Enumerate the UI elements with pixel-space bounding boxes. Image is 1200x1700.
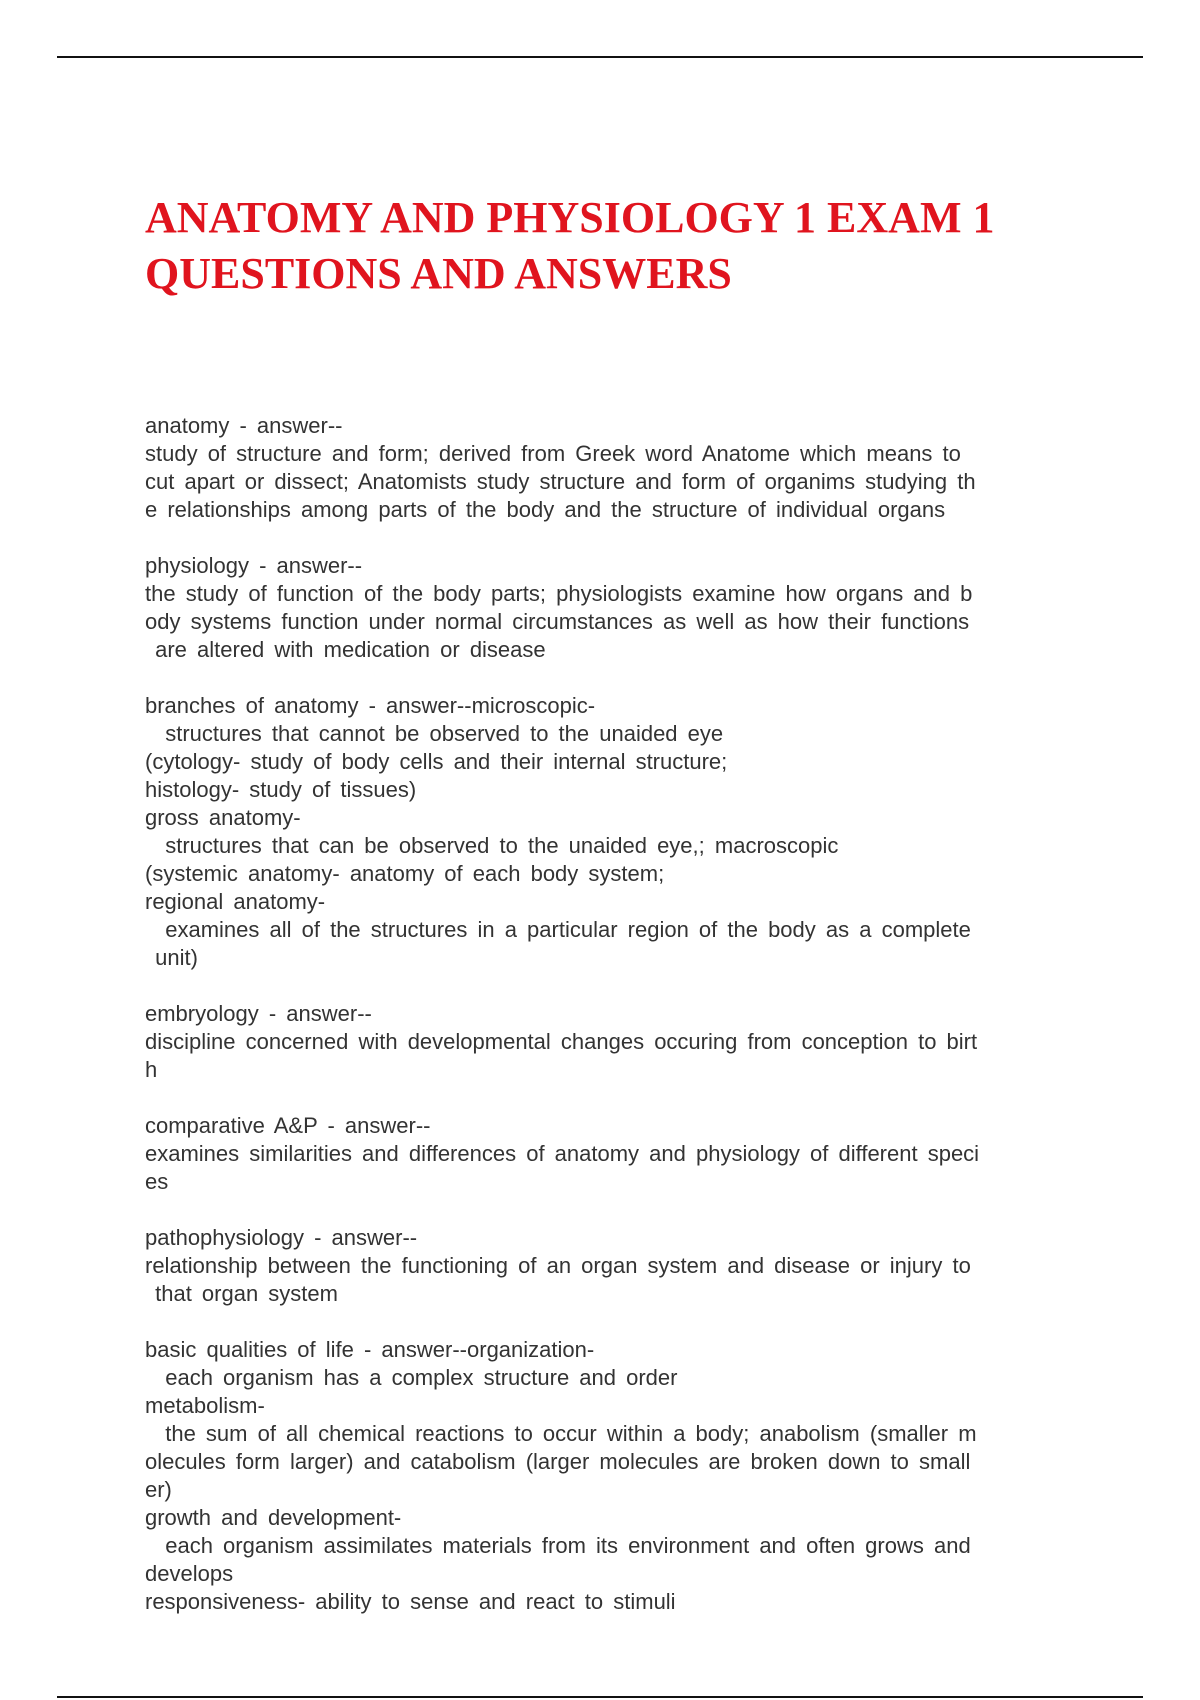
qa-entry xyxy=(145,412,1095,524)
question-term: anatomy - answer-- xyxy=(145,413,343,438)
answer-line: gross anatomy- xyxy=(145,805,301,830)
title-line-2: QUESTIONS AND ANSWERS xyxy=(145,249,732,298)
question-term: physiology - answer-- xyxy=(145,553,363,578)
answer-line: er) xyxy=(145,1477,172,1502)
answer-line: structures that can be observed to the unaided eye,; macroscopic xyxy=(145,833,839,858)
answer-line: examines all of the structures in a particular region of the body as a complete xyxy=(145,917,971,942)
answer-line: cut apart or dissect; Anatomists study structure and form of organims studying th xyxy=(145,469,976,494)
document-title xyxy=(145,190,1105,302)
answer-line: develops xyxy=(145,1561,234,1586)
answer-line: growth and development- xyxy=(145,1505,402,1530)
answer-line: relationship between the functioning of an organ system and disease or injury to xyxy=(145,1253,971,1278)
answer-line: es xyxy=(145,1169,169,1194)
answer-line: (cytology- study of body cells and their internal structure; xyxy=(145,749,728,774)
answer-line: histology- study of tissues) xyxy=(145,777,417,802)
answer-line: that organ system xyxy=(145,1281,338,1306)
question-term: branches of anatomy - answer--microscopic- xyxy=(145,693,596,718)
answer-line: unit) xyxy=(145,945,198,970)
question-term: embryology - answer-- xyxy=(145,1001,372,1026)
answer-line: the study of function of the body parts; physiologists examine how organs and b xyxy=(145,581,973,606)
answer-line: the sum of all chemical reactions to occur within a body; anabolism (smaller m xyxy=(145,1421,977,1446)
qa-entry xyxy=(145,692,1095,972)
answer-line: e relationships among parts of the body and the structure of individual organs xyxy=(145,497,946,522)
answer-line: responsiveness- ability to sense and react to stimuli xyxy=(145,1589,676,1614)
answer-line: study of structure and form; derived from Greek word Anatome which means to xyxy=(145,441,961,466)
answer-line: regional anatomy- xyxy=(145,889,326,914)
answer-line: ody systems function under normal circumstances as well as how their functions xyxy=(145,609,970,634)
top-rule xyxy=(57,56,1143,58)
answer-line: structures that cannot be observed to the unaided eye xyxy=(145,721,724,746)
question-term: basic qualities of life - answer--organization- xyxy=(145,1337,595,1362)
question-term: comparative A&P - answer-- xyxy=(145,1113,431,1138)
answer-line: are altered with medication or disease xyxy=(145,637,546,662)
title-line-1: ANATOMY AND PHYSIOLOGY 1 EXAM 1 xyxy=(145,193,995,242)
answer-line: h xyxy=(145,1057,158,1082)
answer-line: discipline concerned with developmental changes occuring from conception to birt xyxy=(145,1029,978,1054)
answer-line: (systemic anatomy- anatomy of each body system; xyxy=(145,861,665,886)
answer-line: each organism assimilates materials from its environment and often grows and xyxy=(145,1533,971,1558)
answer-line: each organism has a complex structure and order xyxy=(145,1365,678,1390)
qa-entry xyxy=(145,1224,1095,1308)
answer-line: olecules form larger) and catabolism (larger molecules are broken down to small xyxy=(145,1449,971,1474)
qa-content xyxy=(145,412,1095,1644)
qa-entry xyxy=(145,1112,1095,1196)
answer-line: examines similarities and differences of anatomy and physiology of different speci xyxy=(145,1141,980,1166)
answer-line: metabolism- xyxy=(145,1393,265,1418)
qa-entry xyxy=(145,552,1095,664)
qa-entry xyxy=(145,1336,1095,1616)
qa-entry xyxy=(145,1000,1095,1084)
question-term: pathophysiology - answer-- xyxy=(145,1225,418,1250)
bottom-rule xyxy=(57,1696,1143,1698)
